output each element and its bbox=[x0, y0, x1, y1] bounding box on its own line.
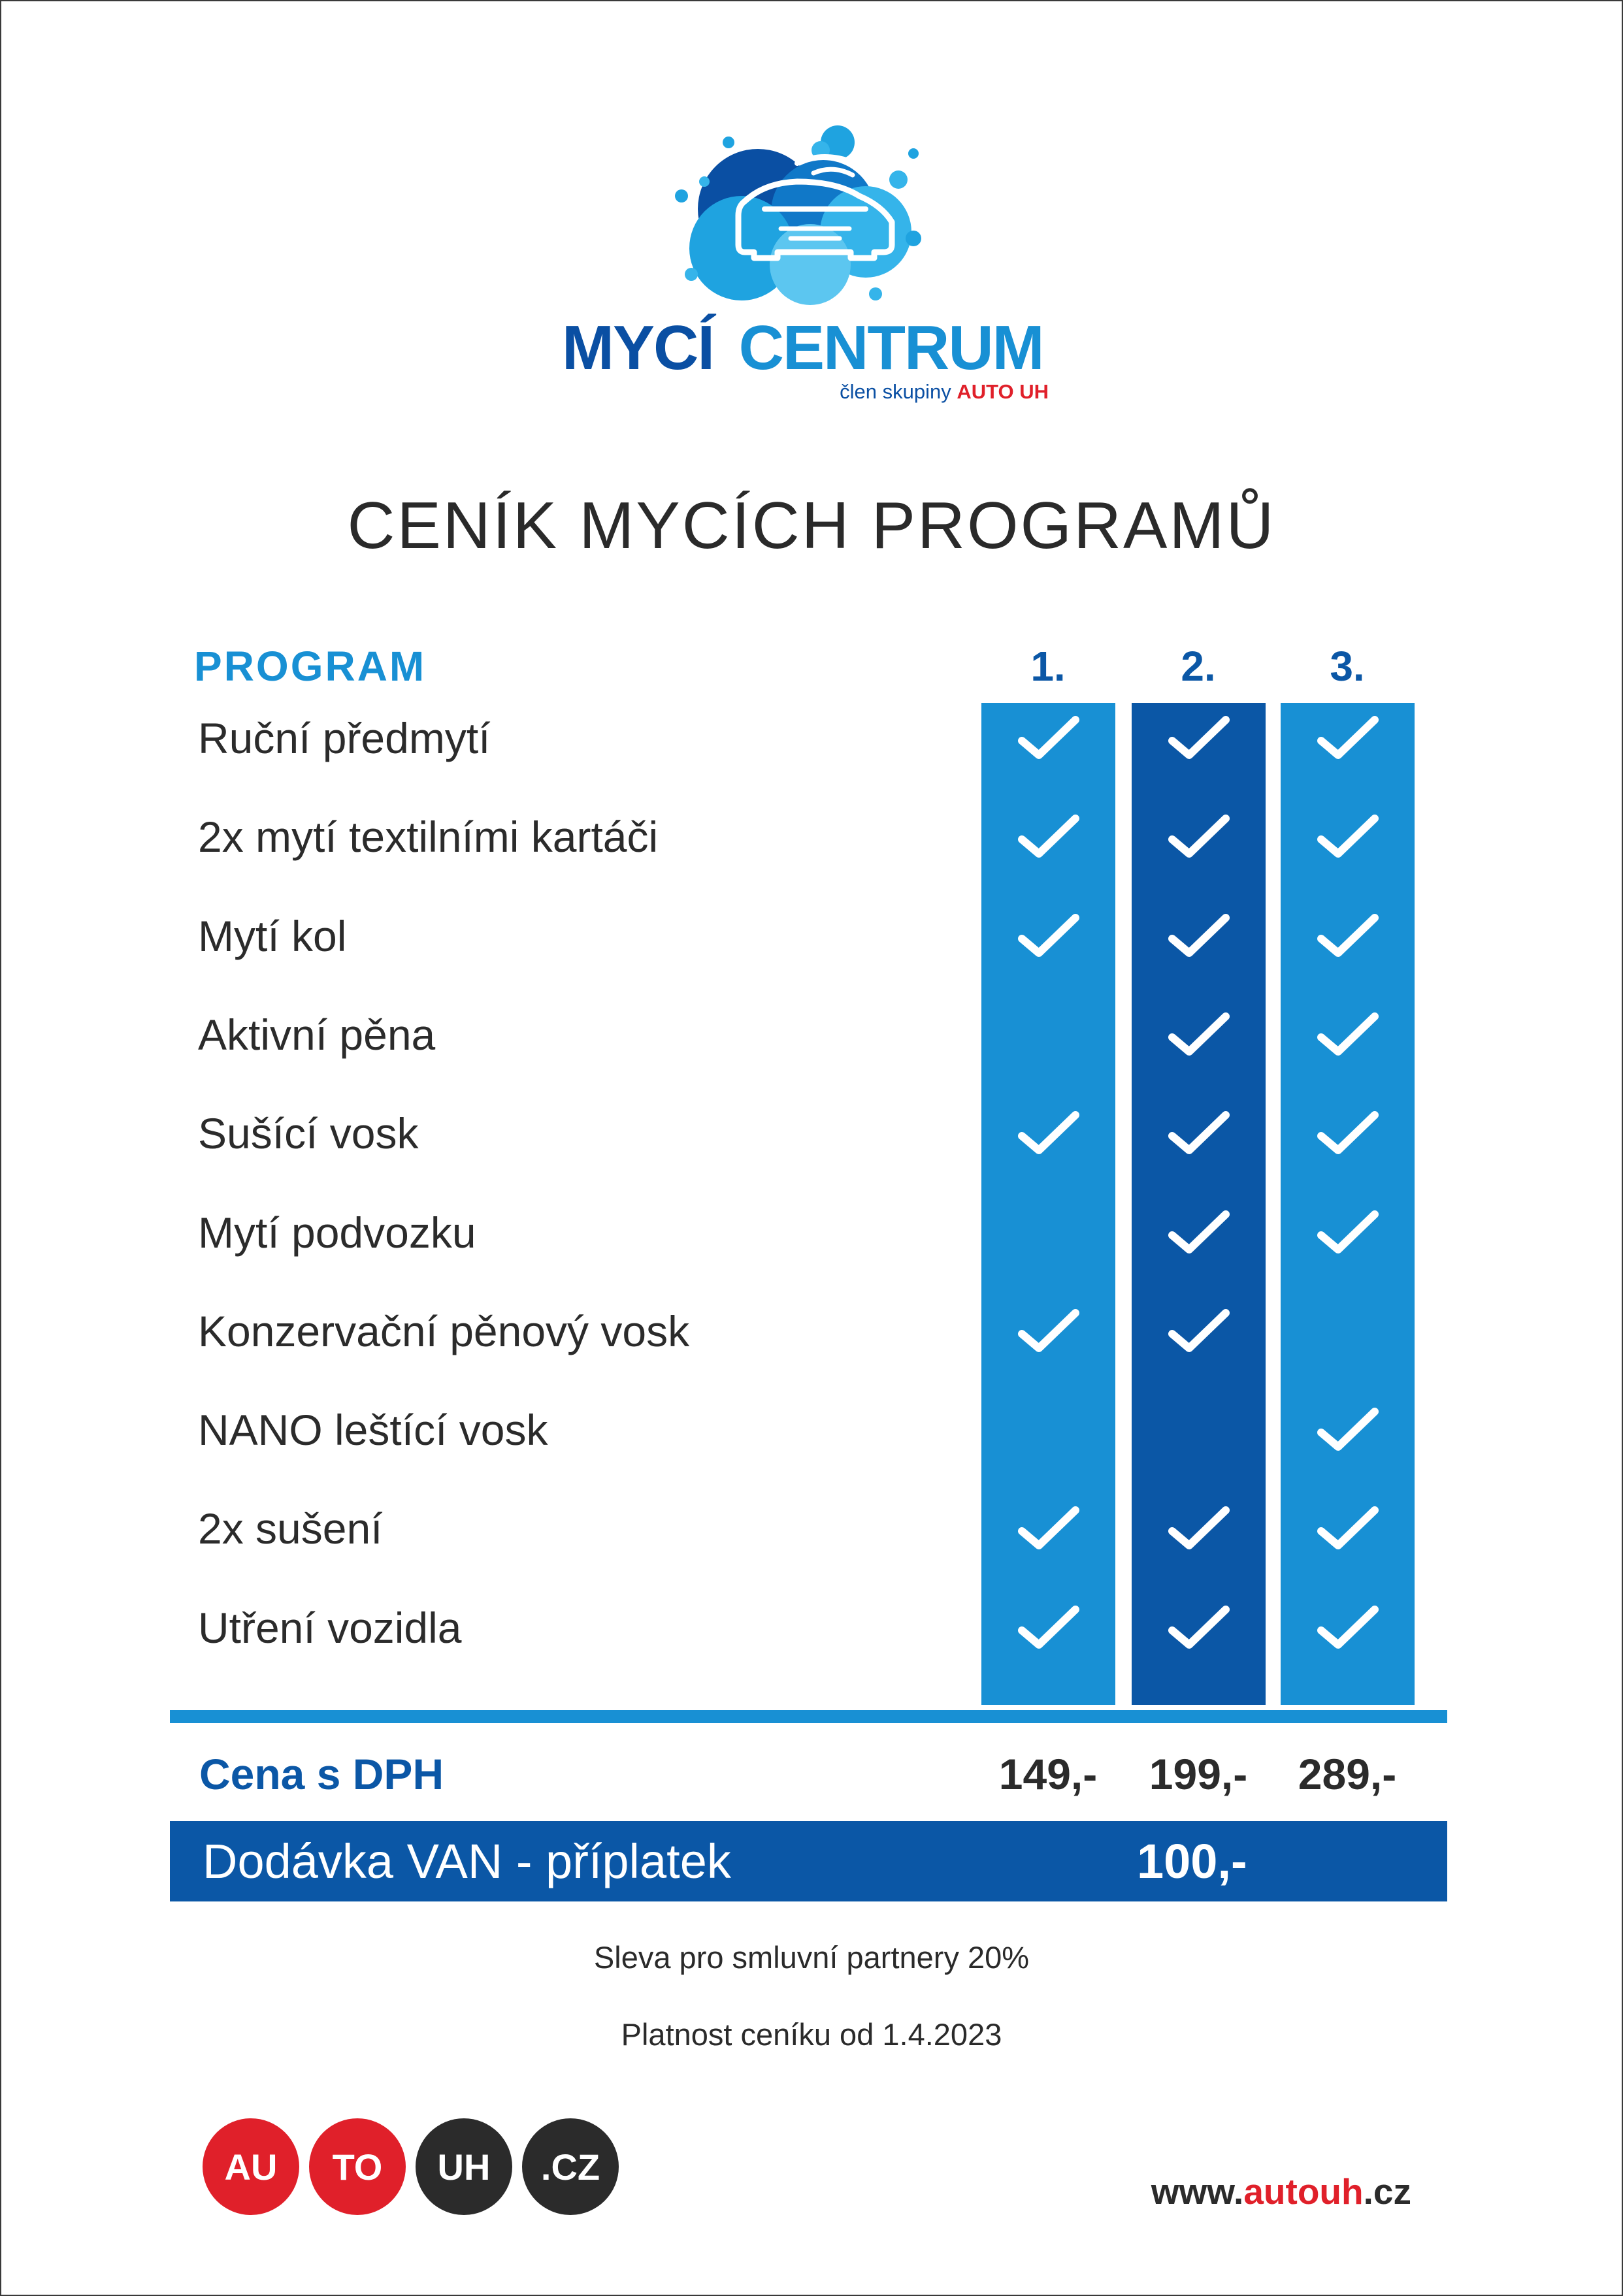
price-2: 199,- bbox=[1149, 1750, 1248, 1798]
checkmark-icon bbox=[1013, 1602, 1085, 1654]
feature-name: 2x sušení bbox=[198, 1504, 383, 1553]
price-label: Cena s DPH bbox=[199, 1750, 444, 1798]
badge-cz: .CZ bbox=[522, 2118, 619, 2215]
page-title: CENÍK MYCÍCH PROGRAMŮ bbox=[347, 489, 1276, 562]
checkmark-icon bbox=[1163, 1206, 1235, 1259]
checkmark-icon bbox=[1013, 712, 1085, 764]
checkmark-icon bbox=[1312, 1404, 1384, 1456]
website-domain: autouh bbox=[1243, 2171, 1364, 2212]
checkmark-icon bbox=[1163, 910, 1235, 962]
checkmark-icon bbox=[1312, 712, 1384, 764]
checkmark-icon bbox=[1312, 910, 1384, 962]
column-number-2: 2. bbox=[1181, 643, 1216, 690]
feature-name: NANO leštící vosk bbox=[198, 1406, 548, 1455]
validity-note: Platnost ceníku od 1.4.2023 bbox=[621, 2017, 1002, 2052]
column-number-1: 1. bbox=[1030, 643, 1066, 690]
feature-name: 2x mytí textilními kartáči bbox=[198, 813, 659, 862]
feature-name: Ruční předmytí bbox=[198, 714, 491, 762]
price-1: 149,- bbox=[998, 1750, 1098, 1798]
badge-uh: UH bbox=[416, 2118, 512, 2215]
checkmark-icon bbox=[1163, 1502, 1235, 1555]
van-surcharge-label: Dodávka VAN - příplatek bbox=[203, 1834, 731, 1888]
program-header: PROGRAM bbox=[194, 643, 427, 690]
checkmark-icon bbox=[1013, 910, 1085, 962]
car-wash-bubbles-icon bbox=[666, 124, 941, 320]
checkmark-icon bbox=[1312, 1009, 1384, 1061]
website-link[interactable] bbox=[1072, 2169, 1411, 2214]
price-3: 289,- bbox=[1298, 1750, 1397, 1798]
checkmark-icon bbox=[1312, 1107, 1384, 1159]
checkmark-icon bbox=[1163, 1009, 1235, 1061]
tagline-brand: AUTO UH bbox=[957, 380, 1049, 403]
brand-part-1: MYCÍ bbox=[562, 313, 713, 383]
checkmark-icon bbox=[1013, 1502, 1085, 1555]
checkmark-icon bbox=[1163, 1305, 1235, 1357]
checkmark-icon bbox=[1013, 1107, 1085, 1159]
checkmark-icon bbox=[1163, 712, 1235, 764]
checkmark-icon bbox=[1163, 811, 1235, 863]
column-number-3: 3. bbox=[1330, 643, 1365, 690]
brand-tagline bbox=[719, 380, 1049, 404]
checkmark-icon bbox=[1013, 811, 1085, 863]
checkmark-icon bbox=[1312, 1602, 1384, 1654]
feature-name: Aktivní pěna bbox=[198, 1010, 436, 1059]
website-prefix: www. bbox=[1151, 2171, 1244, 2212]
feature-name: Utření vozidla bbox=[198, 1603, 462, 1652]
badge-to: TO bbox=[309, 2118, 406, 2215]
brand-name bbox=[562, 312, 1058, 384]
tagline-prefix: člen skupiny bbox=[840, 380, 951, 403]
feature-name: Konzervační pěnový vosk bbox=[198, 1306, 690, 1355]
checkmark-icon bbox=[1163, 1602, 1235, 1654]
checkmark-icon bbox=[1163, 1107, 1235, 1159]
feature-name: Mytí kol bbox=[198, 911, 347, 960]
checkmark-icon bbox=[1312, 1502, 1384, 1555]
discount-note: Sleva pro smluvní partnery 20% bbox=[593, 1940, 1030, 1975]
checkmark-icon bbox=[1312, 1206, 1384, 1259]
badge-au: AU bbox=[203, 2118, 299, 2215]
van-surcharge-price: 100,- bbox=[1137, 1834, 1247, 1888]
brand-part-2: CENTRUM bbox=[738, 313, 1043, 383]
website-suffix: .cz bbox=[1363, 2171, 1411, 2212]
checkmark-icon bbox=[1312, 811, 1384, 863]
feature-name: Sušící vosk bbox=[198, 1109, 419, 1158]
feature-name: Mytí podvozku bbox=[198, 1208, 476, 1257]
checkmark-icon bbox=[1013, 1305, 1085, 1357]
divider bbox=[170, 1710, 1447, 1723]
